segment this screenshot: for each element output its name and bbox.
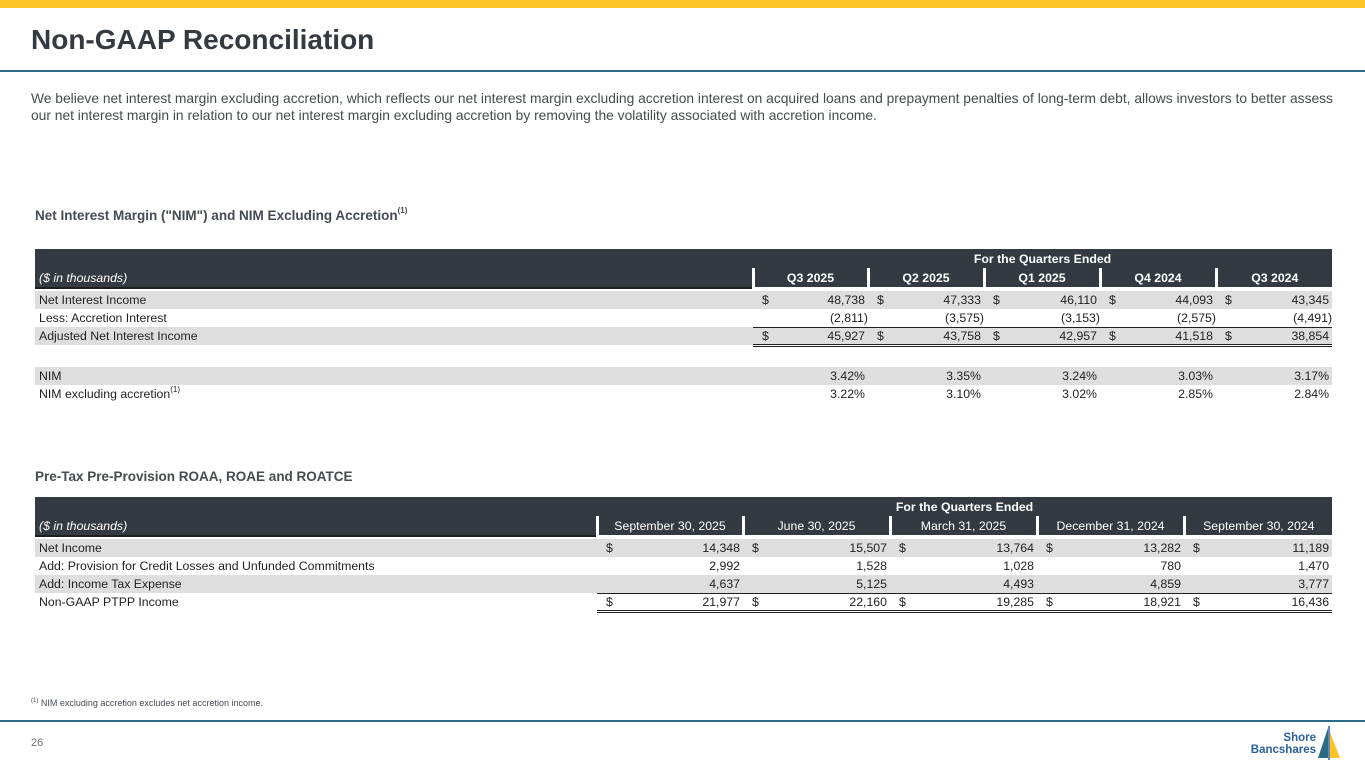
value: 4,637 <box>597 575 743 593</box>
currency-symbol: $ <box>752 594 759 609</box>
value: 3,777 <box>1184 575 1332 593</box>
amount-cell <box>597 593 743 611</box>
ptpp-table <box>35 497 1332 613</box>
nim-section-title-text: Net Interest Margin ("NIM") and NIM Excluding Accretion <box>35 208 398 223</box>
value: (2,575) <box>1177 310 1216 325</box>
row-label: Non-GAAP PTPP Income <box>39 595 179 609</box>
logo-line2: Bancshares <box>1250 744 1316 756</box>
page-number: 26 <box>31 737 44 749</box>
value: 22,160 <box>849 594 887 609</box>
value: 44,093 <box>1175 293 1213 307</box>
value: 14,348 <box>702 541 740 555</box>
currency-symbol: $ <box>899 541 906 555</box>
value: 5,125 <box>743 575 890 593</box>
row-label: Net Income <box>35 539 597 557</box>
value: 2.84% <box>1294 387 1330 401</box>
value: 4,859 <box>1037 575 1184 593</box>
ptpp-col-header: December 31, 2024 <box>1037 516 1184 536</box>
amount-cell <box>1037 539 1184 557</box>
value: 3.02% <box>1062 387 1097 401</box>
value: 42,957 <box>1059 328 1097 343</box>
value: 1,470 <box>1298 559 1330 573</box>
amount-cell <box>753 327 868 345</box>
row-label: Add: Provision for Credit Losses and Unfunded Commitments <box>39 559 375 573</box>
company-logo <box>1250 726 1342 762</box>
table-row <box>35 539 1332 557</box>
amount-cell <box>1216 291 1332 309</box>
nim-col-header: Q3 2024 <box>1216 268 1332 288</box>
currency-symbol: $ <box>899 594 906 609</box>
value: 46,110 <box>1060 293 1097 307</box>
value: (4,491) <box>1293 310 1333 325</box>
ptpp-col-header: March 31, 2025 <box>890 516 1037 536</box>
value: 4,493 <box>890 575 1037 593</box>
amount-cell <box>743 593 890 611</box>
currency-symbol: $ <box>752 541 759 555</box>
nim-group-header: For the Quarters Ended <box>753 249 1332 268</box>
nim-col-header: Q3 2025 <box>753 268 868 288</box>
currency-symbol: $ <box>1193 594 1200 609</box>
value: 3.17% <box>1216 367 1332 385</box>
logo-wordmark <box>1251 732 1316 756</box>
sailboat-icon <box>1316 726 1342 762</box>
nim-table <box>35 249 1332 403</box>
value: 48,738 <box>827 293 865 307</box>
row-label: NIM <box>35 367 753 385</box>
intro-paragraph: We believe net interest margin excluding accretion, which reflects our net interest margin excluding accretion interest on acquired loans and prepayment penalties of long-term debt, allows investors to better assess our net interest margin in relation to our net interest margin excluding accretion by removing the volatility associated with accretion income. <box>31 91 1333 123</box>
ptpp-col-header: September 30, 2025 <box>597 516 743 536</box>
row-label: Less: Accretion Interest <box>39 311 167 325</box>
value: 1,528 <box>856 559 887 573</box>
currency-symbol: $ <box>762 293 769 307</box>
row-label: Add: Income Tax Expense <box>35 575 597 593</box>
currency-symbol: $ <box>1109 293 1116 307</box>
amount-cell <box>753 291 868 309</box>
amount-cell <box>1184 593 1332 611</box>
currency-symbol: $ <box>1193 541 1200 555</box>
footnote <box>31 698 263 708</box>
value: 3.10% <box>946 387 981 401</box>
logo-line1: Shore <box>1283 732 1316 744</box>
nim-col-header: Q4 2024 <box>1100 268 1216 288</box>
value: 43,345 <box>1291 293 1330 307</box>
value: 1,028 <box>1003 559 1034 573</box>
currency-symbol: $ <box>1046 594 1053 609</box>
value: (2,811) <box>829 310 868 325</box>
amount-cell <box>743 539 890 557</box>
value: 3.22% <box>830 387 865 401</box>
ptpp-group-header: For the Quarters Ended <box>597 497 1332 516</box>
table-row <box>35 327 1332 345</box>
currency-symbol: $ <box>762 328 769 343</box>
value: 13,764 <box>996 541 1034 555</box>
value: 3.03% <box>1100 367 1216 385</box>
ptpp-header-blank <box>35 497 597 516</box>
amount-cell <box>890 593 1037 611</box>
value: 45,927 <box>827 328 865 343</box>
nim-col-header: Q2 2025 <box>868 268 984 288</box>
value: 16,436 <box>1291 594 1330 609</box>
value: 41,518 <box>1175 328 1213 343</box>
currency-symbol: $ <box>606 541 613 555</box>
amount-cell <box>1216 327 1332 345</box>
value: (3,575) <box>945 310 984 325</box>
nim-col-header: Q1 2025 <box>984 268 1100 288</box>
nim-section-footnote-ref: (1) <box>397 206 408 215</box>
currency-symbol: $ <box>877 293 884 307</box>
currency-symbol: $ <box>993 293 1000 307</box>
value: 3.35% <box>868 367 984 385</box>
value: 47,333 <box>943 293 981 307</box>
value: 21,977 <box>702 594 740 609</box>
footnote-marker: (1) <box>31 698 39 704</box>
table-row <box>35 385 1332 403</box>
value: 18,921 <box>1143 594 1181 609</box>
footnote-ref: (1) <box>170 385 181 394</box>
value: 13,282 <box>1143 541 1181 555</box>
amount-cell <box>984 327 1100 345</box>
row-label: Adjusted Net Interest Income <box>35 327 753 345</box>
nim-header-blank <box>35 249 753 268</box>
amount-cell <box>1100 291 1216 309</box>
currency-symbol: $ <box>1225 328 1232 343</box>
table-row <box>35 291 1332 309</box>
amount-cell <box>597 539 743 557</box>
table-row <box>35 593 1332 611</box>
value: 2.85% <box>1178 387 1213 401</box>
value: 38,854 <box>1291 328 1330 343</box>
table-row <box>35 575 1332 593</box>
amount-cell <box>1100 327 1216 345</box>
currency-symbol: $ <box>1109 328 1116 343</box>
value: (3,153) <box>1061 310 1100 325</box>
value: 3.24% <box>984 367 1100 385</box>
nim-units-label: ($ in thousands) <box>35 268 753 288</box>
value: 780 <box>1160 559 1181 573</box>
value: 3.42% <box>753 367 868 385</box>
top-accent-bar <box>0 0 1365 8</box>
table-row <box>35 309 1332 327</box>
row-label: Net Interest Income <box>35 291 753 309</box>
value: 19,285 <box>996 594 1034 609</box>
page-title: Non-GAAP Reconciliation <box>31 24 375 55</box>
currency-symbol: $ <box>1046 541 1053 555</box>
ptpp-col-header: June 30, 2025 <box>743 516 890 536</box>
value: 43,758 <box>943 328 981 343</box>
currency-symbol: $ <box>606 594 613 609</box>
amount-cell <box>868 327 984 345</box>
currency-symbol: $ <box>877 328 884 343</box>
currency-symbol: $ <box>1225 293 1232 307</box>
currency-symbol: $ <box>993 328 1000 343</box>
table-row <box>35 557 1332 575</box>
ptpp-col-header: September 30, 2024 <box>1184 516 1332 536</box>
value: 2,992 <box>709 559 740 573</box>
footer-divider <box>0 720 1365 722</box>
amount-cell <box>890 539 1037 557</box>
row-label <box>35 385 753 403</box>
nim-section-title <box>35 208 407 223</box>
amount-cell <box>984 291 1100 309</box>
title-divider <box>0 70 1365 72</box>
value: 11,189 <box>1292 541 1330 555</box>
footnote-text: NIM excluding accretion excludes net accretion income. <box>40 698 263 708</box>
amount-cell <box>1184 539 1332 557</box>
value: 15,507 <box>849 541 887 555</box>
ptpp-section-title: Pre-Tax Pre-Provision ROAA, ROAE and ROATCE <box>35 469 353 484</box>
amount-cell <box>1037 593 1184 611</box>
row-label-text: NIM excluding accretion <box>39 387 171 401</box>
ptpp-units-label: ($ in thousands) <box>35 516 597 536</box>
amount-cell <box>868 291 984 309</box>
table-row <box>35 367 1332 385</box>
